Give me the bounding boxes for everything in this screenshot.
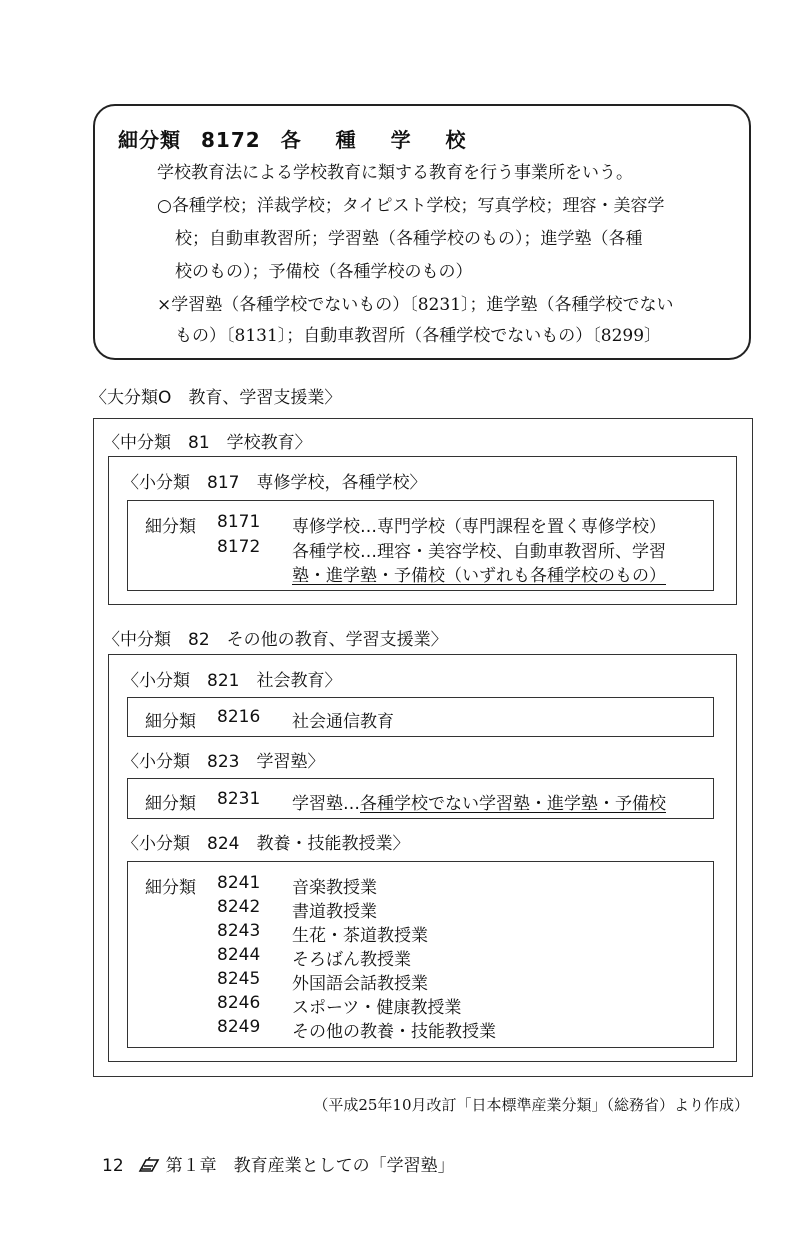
definition-excluded-line: ×学習塾（各種学校でないもの）〔8231〕；進学塾（各種学校でない <box>157 295 674 315</box>
page-number: 12 <box>102 1156 124 1176</box>
detail-text: 生花・茶道教授業 <box>292 926 428 946</box>
detail-text-line: 各種学校…理容・美容学校、自動車教習所、学習 <box>292 542 666 562</box>
mid-classification-82-heading: 〈中分類 82 その他の教育、学習支援業〉 <box>103 630 448 650</box>
detail-text: スポーツ・健康教授業 <box>292 998 462 1018</box>
major-classification-heading: 〈大分類O 教育、学習支援業〉 <box>90 388 342 408</box>
definition-title <box>118 124 480 153</box>
small-classification-817-heading: 〈小分類 817 専修学校，各種学校〉 <box>122 473 427 493</box>
small-classification-821-heading: 〈小分類 821 社会教育〉 <box>122 671 342 691</box>
chapter-title: 第１章 教育産業としての「学習塾」 <box>165 1156 455 1176</box>
detail-code: 8231 <box>217 789 261 809</box>
detail-text-prefix: 学習塾… <box>292 794 360 814</box>
detail-text: 外国語会話教授業 <box>292 974 428 994</box>
detail-label: 細分類 <box>145 878 196 898</box>
detail-code: 8172 <box>217 537 261 557</box>
detail-text-underlined: 塾・進学塾・予備校（いずれも各種学校のもの） <box>292 566 666 586</box>
definition-label: 細分類 <box>118 128 181 152</box>
detail-text <box>292 789 666 814</box>
detail-code: 8249 <box>217 1017 261 1037</box>
detail-code: 8243 <box>217 921 261 941</box>
detail-code: 8242 <box>217 897 261 917</box>
detail-text <box>292 537 666 562</box>
detail-code: 8241 <box>217 873 261 893</box>
detail-box-821 <box>127 697 714 737</box>
detail-text: 書道教授業 <box>292 902 377 922</box>
small-classification-824-heading: 〈小分類 824 教養・技能教授業〉 <box>122 834 410 854</box>
detail-text: 専修学校…専門学校（専門課程を置く専修学校） <box>292 517 666 537</box>
definition-description: 学校教育法による学校教育に類する教育を行う事業所をいう。 <box>157 163 633 183</box>
mid-classification-81-heading: 〈中分類 81 学校教育〉 <box>103 433 312 453</box>
source-note: （平成25年10月改訂「日本標準産業分類」（総務省）より作成） <box>313 1096 749 1114</box>
definition-included-line: 校のもの）；予備校（各種学校のもの） <box>175 262 473 282</box>
definition-excluded-line: もの）〔8131〕；自動車教習所（各種学校でないもの）〔8299〕 <box>175 326 662 346</box>
detail-label: 細分類 <box>145 712 196 732</box>
detail-code: 8246 <box>217 993 261 1013</box>
definition-code: 8172 <box>201 128 261 152</box>
detail-label: 細分類 <box>145 794 196 814</box>
definition-name: 各 種 学 校 <box>280 128 480 152</box>
detail-code: 8171 <box>217 512 261 532</box>
detail-code: 8245 <box>217 969 261 989</box>
detail-code: 8216 <box>217 707 261 727</box>
definition-included-line: 校；自動車教習所；学習塾（各種学校のもの）；進学塾（各種 <box>175 229 643 249</box>
detail-text: その他の教養・技能教授業 <box>292 1022 496 1042</box>
detail-text: そろばん教授業 <box>292 950 411 970</box>
detail-text-underlined: 各種学校でない学習塾・進学塾・予備校 <box>360 794 666 814</box>
definition-included-line: ○各種学校；洋裁学校；タイピスト学校；写真学校；理容・美容学 <box>157 196 665 216</box>
page-footer <box>102 1151 455 1176</box>
detail-label: 細分類 <box>145 517 196 537</box>
book-pencil-icon <box>138 1157 160 1173</box>
detail-code: 8244 <box>217 945 261 965</box>
small-classification-823-heading: 〈小分類 823 学習塾〉 <box>122 752 325 772</box>
detail-text: 社会通信教育 <box>292 712 394 732</box>
detail-text: 音楽教授業 <box>292 878 377 898</box>
